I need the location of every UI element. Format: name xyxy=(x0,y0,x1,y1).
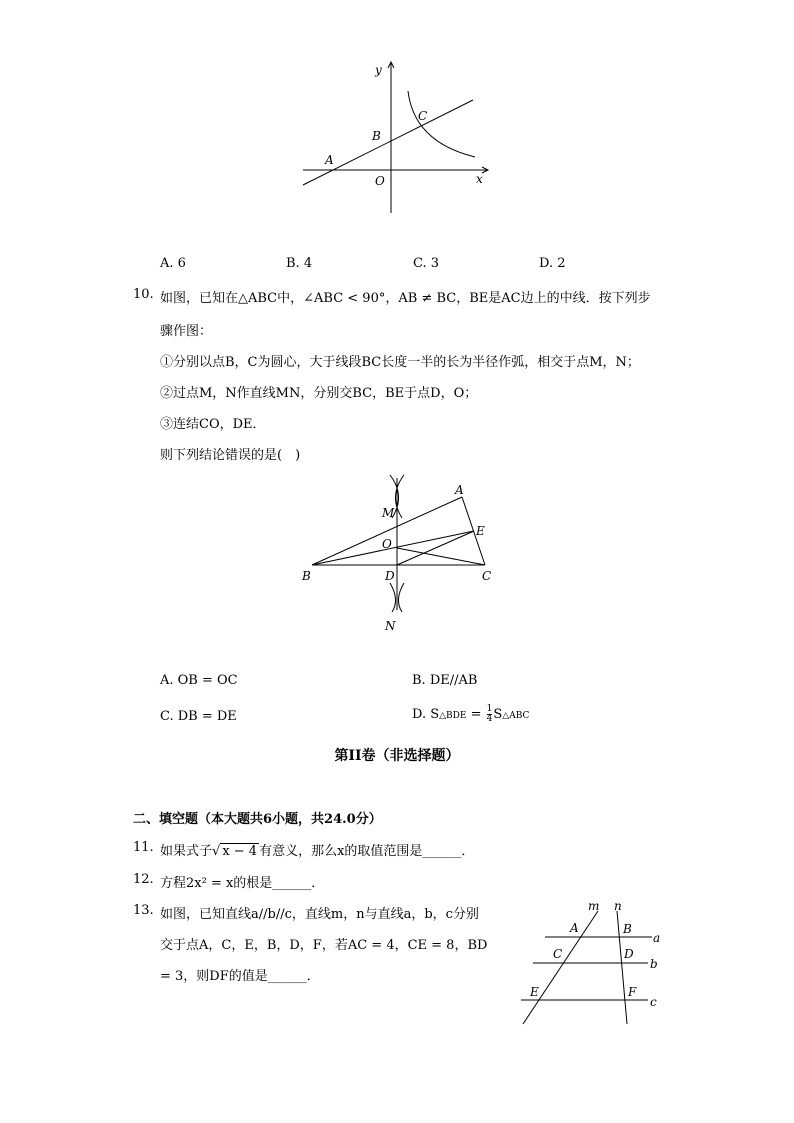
median-be xyxy=(312,531,474,565)
tri-label-o: O xyxy=(382,537,392,551)
q9-option-d: D. 2 xyxy=(539,256,566,271)
q10-option-d xyxy=(412,705,529,724)
q10-step1: ①分别以点B，C为圆心，大于线段BC长度一半的长为半径作弧，相交于点M，N； xyxy=(160,355,640,370)
line-n xyxy=(617,911,627,1024)
q11-after: 有意义，那么x的取值范围是______． xyxy=(259,844,475,859)
side-ba xyxy=(312,497,462,565)
fraction-denominator: 4 xyxy=(486,714,493,724)
label-d-point: D xyxy=(624,947,634,961)
part2-heading: 二、填空题（本大题共6小题，共24.0分） xyxy=(133,812,382,827)
hyperbola-curve xyxy=(408,91,475,157)
label-f-point: F xyxy=(628,985,637,999)
option-d-fraction xyxy=(487,705,493,724)
tri-label-m: M xyxy=(382,506,395,520)
q12-number: 12. xyxy=(133,872,154,887)
arc-lower-2 xyxy=(398,583,404,612)
tri-label-b: B xyxy=(302,569,311,583)
line-ab xyxy=(303,100,473,185)
option-d-s2: S xyxy=(493,707,503,722)
q10-step3: ③连结CO，DE． xyxy=(160,417,266,432)
tri-label-e: E xyxy=(476,524,485,538)
q9-option-c: C. 3 xyxy=(413,256,440,271)
origin-label: O xyxy=(375,174,385,188)
q10-option-a: A. OB = OC xyxy=(160,673,238,688)
y-axis-label: y xyxy=(375,63,382,77)
x-axis-label: x xyxy=(476,172,483,186)
side-ac xyxy=(462,497,485,565)
option-d-prefix: D. S xyxy=(412,707,440,722)
arc-upper xyxy=(390,475,399,518)
label-a-point: A xyxy=(570,921,579,935)
q10-option-c: C. DB = DE xyxy=(160,709,237,724)
label-c-line: c xyxy=(650,995,657,1009)
label-b-line: b xyxy=(650,957,658,971)
segment-de xyxy=(397,531,474,565)
label-m: m xyxy=(588,899,600,913)
line-m xyxy=(523,911,598,1024)
q10-question: 则下列结论错误的是( ) xyxy=(160,448,301,463)
q10-stem-line1: 如图，已知在△ABC中，∠ABC < 90°，AB ≠ BC，BE是AC边上的中线．按下列步 xyxy=(160,291,651,306)
label-b-point: B xyxy=(623,922,632,936)
q10-option-b: B. DE//AB xyxy=(412,673,478,688)
label-c-point: C xyxy=(553,947,563,961)
q9-option-a: A. 6 xyxy=(160,256,186,271)
label-e-point: E xyxy=(530,985,539,999)
x-axis-arrow-icon xyxy=(482,167,488,173)
q13-number: 13. xyxy=(133,903,154,918)
arc-lower xyxy=(390,583,396,612)
point-c-label: C xyxy=(418,109,428,123)
option-d-sub1: △BDE xyxy=(439,711,467,721)
q13-line3: = 3，则DF的值是______． xyxy=(160,969,320,984)
option-d-eq: = xyxy=(466,707,486,722)
q11-number: 11. xyxy=(133,840,154,855)
segment-co xyxy=(397,548,485,565)
label-n: n xyxy=(614,899,622,913)
tri-label-n: N xyxy=(385,619,396,633)
q10-step2: ②过点M，N作直线MN，分别交BC，BE于点D，O； xyxy=(160,386,478,401)
q11-text xyxy=(160,840,474,859)
arc-upper-2 xyxy=(395,475,404,518)
point-b-label: B xyxy=(372,129,381,143)
q12-text: 方程2x² = x的根是______． xyxy=(160,876,325,891)
section-title: 第II卷（非选择题） xyxy=(334,748,460,764)
option-d-sub2: △ABC xyxy=(502,711,530,721)
q10-stem-line2: 骤作图： xyxy=(160,324,213,339)
sqrt-sign-icon: √ xyxy=(212,844,221,859)
tri-label-d: D xyxy=(385,569,395,583)
tri-label-c: C xyxy=(482,569,492,583)
q13-line2: 交于点A，C，E，B，D，F，若AC = 4，CE = 8，BD xyxy=(160,938,488,953)
q9-option-b: B. 4 xyxy=(286,256,313,271)
q11-radicand: x − 4 xyxy=(222,844,258,859)
y-axis-arrow-icon xyxy=(388,62,394,68)
tri-label-a: A xyxy=(455,483,464,497)
label-a-line: a xyxy=(653,931,661,945)
q10-number: 10. xyxy=(133,287,154,302)
q11-before: 如果式子 xyxy=(160,844,213,859)
point-a-label: A xyxy=(325,153,334,167)
fraction-numerator: 1 xyxy=(486,704,493,714)
q13-line1: 如图，已知直线a//b//c，直线m，n与直线a，b，c分别 xyxy=(160,907,479,922)
